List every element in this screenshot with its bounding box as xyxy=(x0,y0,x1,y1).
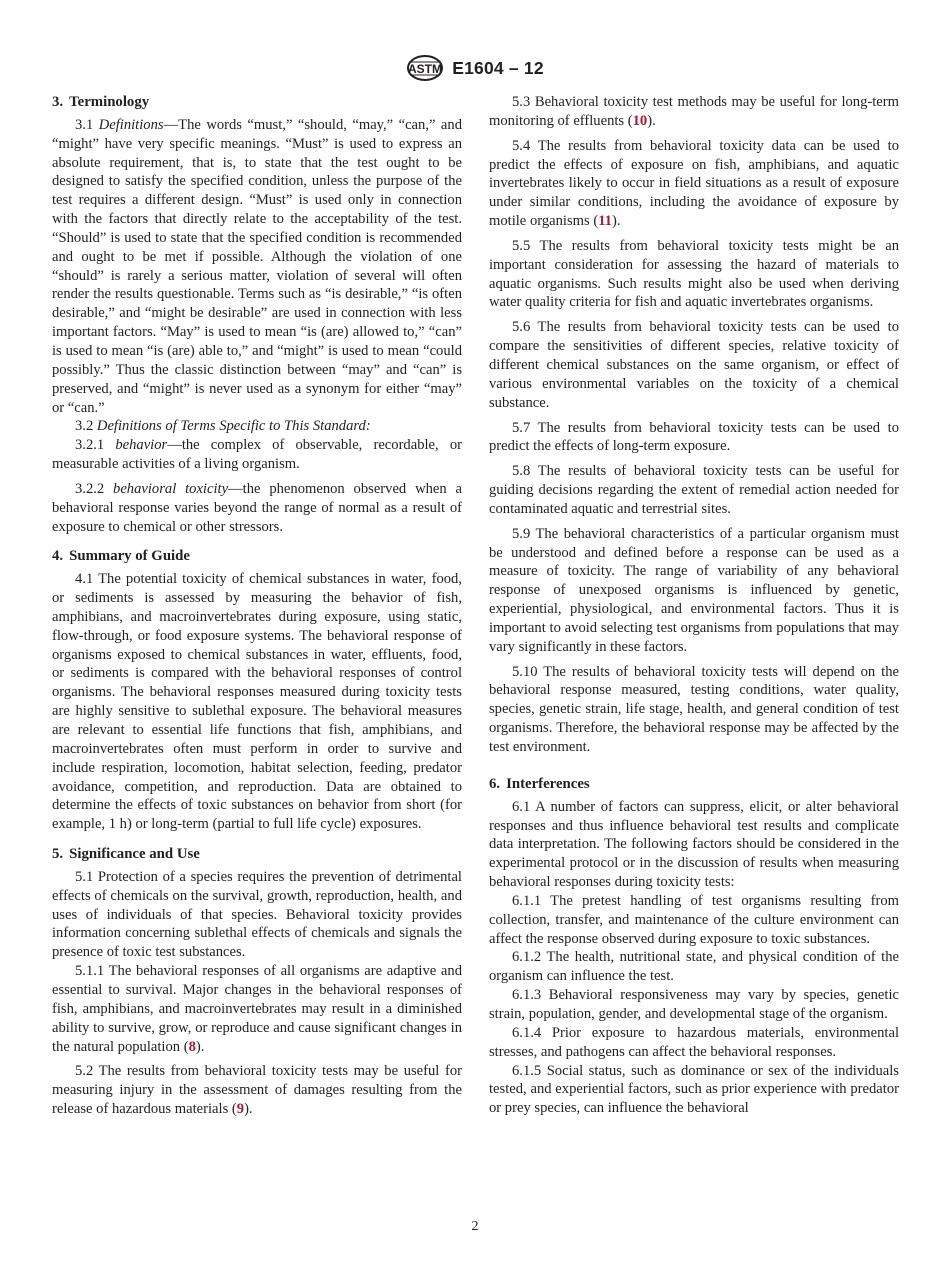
section-heading-significance: 5. Significance and Use xyxy=(52,846,200,863)
paragraph-5-3: 5.3 Behavioral toxicity test methods may be useful for long-term monitoring of effluents (10). xyxy=(489,94,899,129)
paragraph-5-6: 5.6 The results from behavioral toxicity tests can be used to compare the sensitivities of different species, relative toxicity of different chemical substances on the same organism, or effect of various environmental variables on the toxicity of a chemical substance. xyxy=(489,319,899,411)
paragraph-5-10: 5.10 The results of behavioral toxicity tests will depend on the behavioral response measured, testing conditions, water quality, species, genetic strain, life stage, health, and general condition of test organisms. Therefore, the behavioral response may be affected by the test environment. xyxy=(489,663,899,755)
paragraph-5-1: 5.1 Protection of a species requires the prevention of detrimental effects of chemicals on the survival, growth, reproduction, health, and uses of individuals of that species. Behavioral toxicity provides information concerning sublethal effects of chemicals and signals the presence of toxic test substances. xyxy=(52,868,462,961)
section-heading-terminology: 3. Terminology xyxy=(52,94,150,110)
astm-logo-icon xyxy=(406,54,444,82)
paragraph-4-1: 4.1 The potential toxicity of chemical substances in water, food, or sediments is assessed by measuring the behavior of fish, amphibians, and macroinvertebrates during exposure, using static, flow-through, or food exposure systems. The behavioral response of organisms exposed to chemical substances in water, effluents, food, or sediments is compared with the behavioral responses of control organisms. The behavioral responses measured during toxicity tests are highly sensitive to sublethal exposure. The behavioral measures are relevant to essential life functions that fish, amphibians, and macroinvertebrates often must perform in order to survive and include respiration, locomotion, habitat selection, feeding, predator avoidance, competition, and reproduction. Data are obtained to determine the effects of toxic substances on behavior from short (for example, 1 h) or long-term (partial to full life cycle) exposures. xyxy=(52,571,462,833)
reference-link-9[interactable]: 9 xyxy=(236,1101,245,1118)
reference-link-11[interactable]: 11 xyxy=(598,213,612,230)
right-column xyxy=(489,93,899,1118)
paragraph-3-2-2: 3.2.2 behavioral toxicity—the phenomenon observed when a behavioral response varies beyond the range of normal as a result of exposure to chemical or other stressors. xyxy=(52,480,463,535)
paragraph-5-4: 5.4 The results from behavioral toxicity data can be used to predict the effects of exposure on fish, amphibians, and aquatic invertebrates likely to occur in field situations as a result of exposure under similar conditions, including the avoidance of exposure by motile organisms (11). xyxy=(489,137,899,230)
section-heading-summary: 4. Summary of Guide xyxy=(52,548,190,565)
paragraph-5-5: 5.5 The results from behavioral toxicity tests might be an important consideration for assessing the hazard of materials to aquatic organisms. Such results might also be used when deriving water quality criteria for fish and aquatic invertebrates organisms. xyxy=(489,237,899,311)
paragraph-6-1-1: 6.1.1 The pretest handling of test organisms resulting from collection, transfer, and maintenance of the culture environment can affect the response observed during exposure to toxic substances. xyxy=(489,892,899,947)
paragraph-5-8: 5.8 The results of behavioral toxicity tests can be useful for guiding decisions regarding the extent of remedial action needed for contaminated aquatic and terrestrial sites. xyxy=(489,463,899,517)
paragraph-5-9: 5.9 The behavioral characteristics of a particular organism must be understood and defined before a response can be used as a measure of toxicity. The range of variability of any behavioral response of unexposed organisms is influenced by genetic, experiential, physiological, and environmental factors. Thus it is important to avoid selecting test organisms from populations that may vary significantly in these factors. xyxy=(489,525,899,655)
paragraph-6-1-5: 6.1.5 Social status, such as dominance or sex of the individuals tested, and experiential factors, such as prior experience with predator or prey species, can influence the behavioral xyxy=(489,1062,899,1117)
paragraph-3-1: 3.1 Definitions—The words “must,” “should, “may,” “can,” and “might” have very specific meanings. “Must” is used to express an absolute requirement, that is, to state that the test ought to be designed to satisfy the specified condition, unless the purpose of the test requires a different design. “Must” is used only in connection with the factors that directly relate to the acceptability of the test. “Should” is used to state that the specified condition is recommended and ought to be met if possible. Although the violation of one “should” is rarely a serious matter, violation of several will often render the results questionable. Terms such as “is desirable,” “is often desirable,” and “might be desirable” are used in connection with less important factors. “May” is used to mean “is (are) allowed to,” “can” is used to mean “is (are) able to,” and “might” is used to mean “could possibly.” Thus the classic distinction between “may” and “can” is preserved, and “might” is never used as a synonym for either “may” or “can.” xyxy=(52,116,462,416)
page-header xyxy=(0,54,950,84)
svg-text:ASTM: ASTM xyxy=(408,62,443,76)
reference-link-10[interactable]: 10 xyxy=(632,112,648,129)
paragraph-5-2: 5.2 The results from behavioral toxicity tests may be useful for measuring injury in the assessment of damages resulting from the release of hazardous materials (9). xyxy=(52,1063,462,1118)
section-heading-interferences: 6. Interferences xyxy=(489,775,590,792)
paragraph-6-1-4: 6.1.4 Prior exposure to hazardous materials, environmental stresses, and pathogens can affect the behavioral responses. xyxy=(489,1024,899,1060)
page-number: 2 xyxy=(471,1219,479,1234)
paragraph-6-1-2: 6.1.2 The health, nutritional state, and physical condition of the organism can influence the test. xyxy=(489,949,899,985)
standard-designation: E1604 – 12 xyxy=(452,57,544,78)
paragraph-6-1: 6.1 A number of factors can suppress, elicit, or alter behavioral responses and thus influence behavioral test results and complicate data interpretation. The following factors should be considered in the experimental protocol or in the discussion of results when measuring behavioral responses during toxicity tests: xyxy=(489,798,899,891)
paragraph-6-1-3: 6.1.3 Behavioral responsiveness may vary by species, genetic strain, population, gender, and developmental stage of the organism. xyxy=(489,987,899,1022)
left-column xyxy=(52,93,462,1119)
paragraph-3-2: 3.2 Definitions of Terms Specific to This Standard: xyxy=(75,418,371,435)
paragraph-5-7: 5.7 The results from behavioral toxicity tests can be used to predict the effects of long-term exposure. xyxy=(489,419,899,455)
reference-link-8[interactable]: 8 xyxy=(188,1038,196,1055)
paragraph-3-2-1: 3.2.1 behavior—the complex of observable, recordable, or measurable activities of a living organism. xyxy=(52,437,462,473)
paragraph-5-1-1: 5.1.1 The behavioral responses of all organisms are adaptive and essential to survival. Major changes in the behavioral responses of fish, amphibians, and macroinvertebrates may result in a diminished ability to survive, grow, or reproduce and cause significant changes in the natural population (8). xyxy=(52,963,462,1055)
